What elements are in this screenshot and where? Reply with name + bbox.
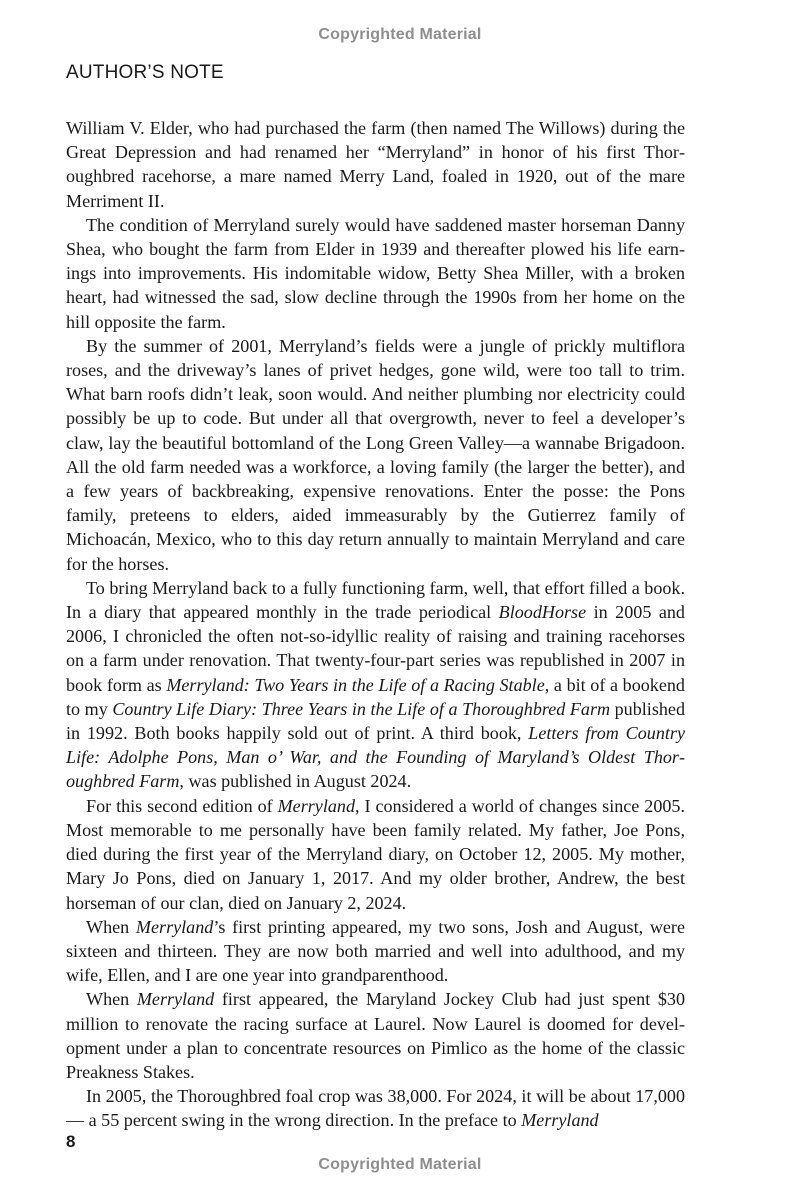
italic-title: Letters from Country Life: Adolphe Pons, Man o’ War, and the Founding of Maryland’s Oldest Thoroughbred Farm [66, 723, 685, 792]
running-head: AUTHOR’S NOTE [66, 62, 224, 83]
paragraph [66, 334, 685, 576]
italic-title: Merryland [277, 795, 355, 816]
text-run: When [86, 916, 136, 937]
text-run: , a bit of a bookend to my [66, 674, 685, 719]
italic-title: Merryland [135, 916, 214, 937]
text-run: ’s first printing appeared, my two sons, Josh and August, were sixteen and thirteen. They are now both married and well into adulthood, and my wife, Ellen, and I are one year into grandparenthood. [66, 916, 685, 986]
text-run: , I considered a world of changes since 2005. Most memorable to me personally have been family related. My father, Joe Pons, died during the first year of the Merryland diary, on October 12, 2005. My mother, Mary Jo Pons, died on January 1, 2017. And my older brother, Andrew, the best horseman of our clan, died on January 2, 2024. [66, 795, 686, 913]
copyright-watermark-bottom: Copyrighted Material [318, 1156, 482, 1173]
paragraph [66, 116, 685, 213]
paragraph [66, 1084, 685, 1132]
italic-title: Country Life Diary: Three Years in the Life of a Thoroughbred Farm [112, 698, 611, 719]
italic-title: Merryland [136, 989, 215, 1010]
text-run: published in 1992. Both books happily sold out of print. A third book, [66, 698, 685, 744]
copyright-watermark-top: Copyrighted Material [318, 26, 482, 43]
text-run: , was published in August 2024. [179, 771, 412, 792]
page-number: 8 [66, 1132, 76, 1151]
paragraph [66, 794, 685, 915]
paragraph [66, 213, 685, 334]
text-run: first appeared, the Maryland Jockey Club had just spent $30 million to renovate the racing surface at Laurel. Now Laurel is doomed for development under a plan to concentrate resources on Pimlico as the home of the classic Preakness Stakes. [66, 989, 685, 1082]
text-run: William V. Elder, who had purchased the farm (then named The Willows) during the Great Depression and had renamed her “Merryland” in honor of his first Thoroughbred racehorse, a mare named Merry Land, foaled in 1920, out of the mare Merriment II. [66, 118, 685, 211]
italic-title: Merryland [521, 1110, 599, 1131]
text-run: When [86, 989, 137, 1010]
text-run: By the summer of 2001, Merryland’s fields were a jungle of prickly multiflora roses, and the driveway’s lanes of privet hedges, gone wild, were too tall to trim. What barn roofs didn’t leak, soon would. And neither plumbing nor electricity could possibly be up to code. But under all that overgrowth, never to feel a developer’s claw, lay the beautiful bottomland of the Long Green Valley—a wannabe Brigadoon. All the old farm needed was a workforce, a loving family (the larger the better), and a few years of backbreaking, expensive renovations. Enter the posse: the Pons family, preteens to elders, aided immeasurably by the Gutierrez family of Michoacán, Mexico, who to this day return annually to maintain Merryland and care for the horses. [66, 335, 685, 574]
text-run: The condition of Merryland surely would have saddened master horseman Danny Shea, who bought the farm from Elder in 1939 and thereafter plowed his life earnings into improvements. His indomitable widow, Betty Shea Miller, with a broken heart, had witnessed the sad, slow decline through the 1990s from her home on the hill opposite the farm. [66, 214, 685, 332]
paragraph [66, 576, 685, 794]
italic-title: Merryland: Two Years in the Life of a Racing Stable [166, 674, 545, 695]
paragraph [66, 915, 685, 988]
body-text [66, 116, 685, 1133]
text-run: in 2005 and 2006, I chronicled the often not-so-idyllic reality of raising and training racehorses on a farm under renovation. That twenty-four-part series was republished in 2007 in book form as [66, 602, 685, 695]
paragraph [66, 987, 685, 1084]
text-run: For this second edition of [86, 795, 278, 816]
text-run: In 2005, the Thoroughbred foal crop was 38,000. For 2024, it will be about 17,000 — a 55 percent swing in the wrong direction. In the preface to [66, 1086, 685, 1131]
italic-title: BloodHorse [498, 602, 587, 623]
text-run: To bring Merryland back to a fully functioning farm, well, that effort filled a book. In a diary that appeared monthly in the trade periodical [66, 577, 685, 623]
